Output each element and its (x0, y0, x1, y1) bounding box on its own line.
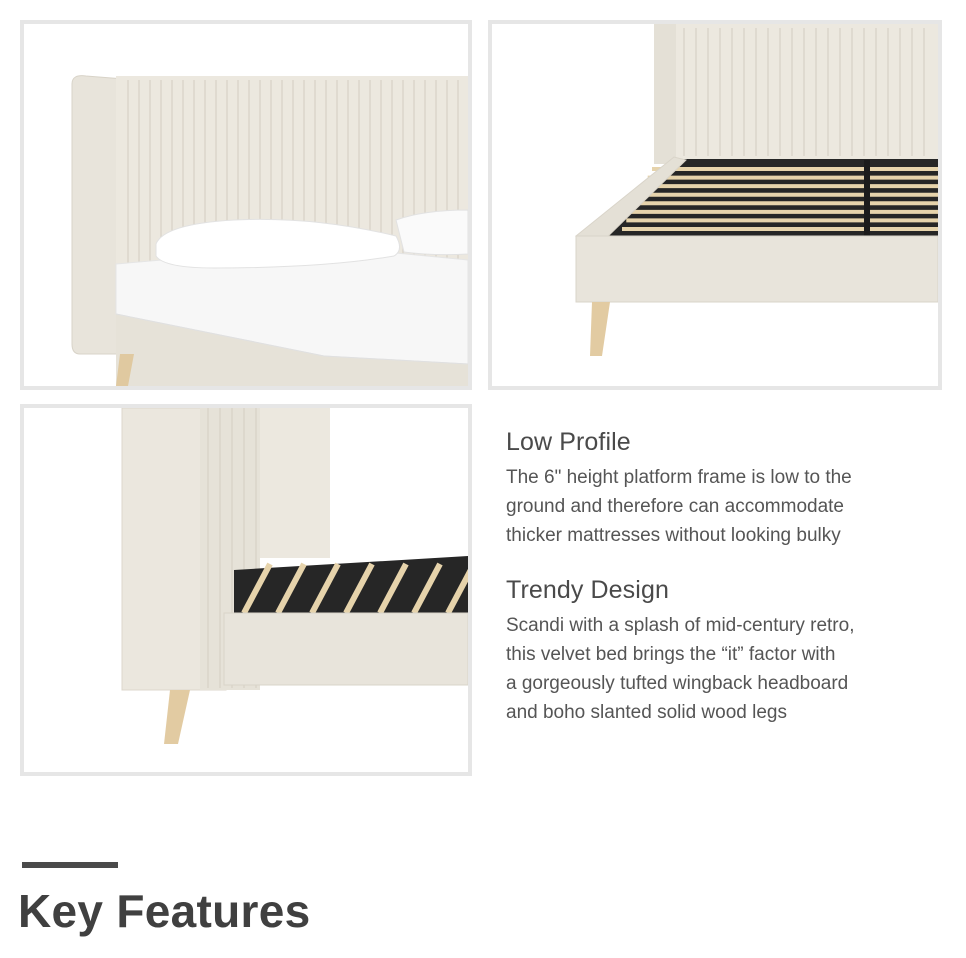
feature-title: Low Profile (506, 428, 631, 456)
section-title: Key Features (18, 885, 311, 937)
feature-line: this velvet bed brings the “it” factor with (506, 644, 836, 665)
section-divider (22, 862, 118, 868)
headboard-closeup-image (20, 20, 472, 390)
feature-trendy-design (506, 576, 936, 727)
feature-title: Trendy Design (506, 576, 669, 604)
feature-low-profile (506, 428, 936, 550)
feature-line: The 6" height platform frame is low to the (506, 467, 852, 488)
feature-line: ground and therefore can accommodate (506, 496, 844, 517)
feature-line: thicker mattresses without looking bulky (506, 525, 841, 546)
feature-line: and boho slanted solid wood legs (506, 702, 787, 723)
headboard-illustration (24, 24, 468, 386)
side-leg-illustration (24, 408, 468, 772)
slat-frame-illustration (492, 24, 938, 386)
feature-description (506, 611, 936, 727)
feature-line: a gorgeously tufted wingback headboard (506, 673, 849, 694)
side-leg-image (20, 404, 472, 776)
feature-description (506, 463, 936, 550)
feature-line: Scandi with a splash of mid-century retro, (506, 615, 855, 636)
slat-frame-image (488, 20, 942, 390)
